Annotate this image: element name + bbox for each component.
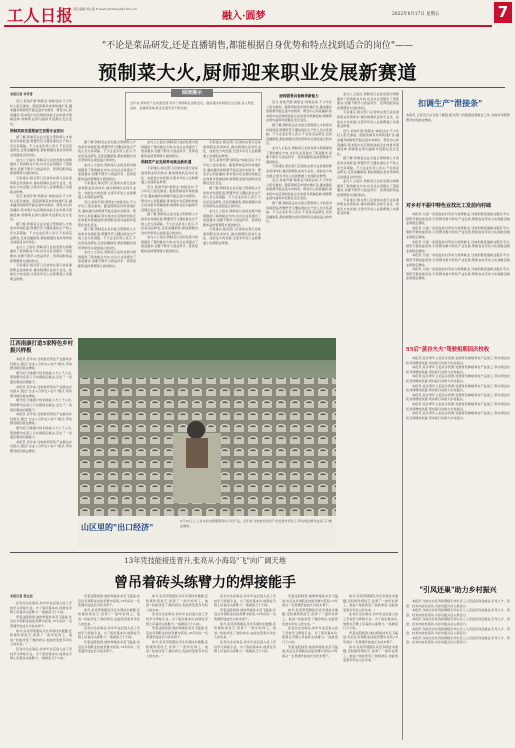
paragraph: 业内人士指出,预制菜行业的发展为厨师提供了新的就业方向,也对从业者提出了更高要求,需要不断学习食品科学、营养搭配和品控管理等方面的知识。 [78,250,136,269]
paragraph: 本报讯 近年来,当地依托特色产业推动乡村振兴,通过"企业+合作社+农户"模式,带动群众就近就业增收。 [10,439,72,453]
paragraph: 业内人士指出,预制菜行业的发展为厨师提供了新的就业方向,也对从业者提出了更高要求,需要不断学习食品科学、营养搭配和品控管理等方面的知识。 [337,92,399,110]
paragraph: 近日,某地开展"新职业"体验活动,不少年轻人报名参加。随着预制菜市场快速扩张,越来越多的厨师开始走进中央厨房、研发中心和直播间,原本集中在后厨的技能正在向更多领域延伸,厨师职业的内涵和外延都在发生变化。 [203,158,261,186]
bottom-kicker: 13年凭技能接连晋升,张亮从小海岛"飞"向广阔天地 [124,556,286,565]
paragraph: 本报讯 当地出台系列政策吸引外出务工人员返乡创业就业,引导人才、资金、技术向农村流动,为乡村振兴注入新活力。 [406,626,510,636]
paragraph: 近日,某地开展"新职业"体验活动,不少年轻人报名参加。随着预制菜市场快速扩张,越来越多的厨师开始走进中央厨房、研发中心和直播间,原本集中在后厨的技能正在向更多领域延伸,厨师职业的内涵和外延都在发生变化。 [266,100,332,123]
paragraph: 据了解,预制菜企业对复合型厨师人才的需求持续旺盛,既懂烹饪又懂标准化生产的人员尤其紧缺。不少企业负责人表示,不论是菜品研发,还是直播销售,都能根据自身优势和特点找到适合的岗位。 [141,212,198,235]
paragraph: 业内人士指出,预制菜行业的发展为厨师提供了新的就业方向,也对从业者提出了更高要求,需要不断学习食品科学、营养搭配和品控管理等方面的知识。 [203,208,261,227]
paragraph: 凭着这股韧劲,他的焊接技术突飞猛进,先后在多项职业技能竞赛中获奖,13年间从一名普通学徒成长为技术骨干。 [282,644,338,658]
paragraph: 本报讯 返乡青年立足家乡资源,发展特色种植和农产品加工,带动周边村民共同增收致富,用实际行动助力乡村振兴。 [406,365,510,374]
paragraph: 近日,某地开展"新职业"体验活动,不少年轻人报名参加。随着预制菜市场快速扩张,越来越多的厨师开始走进中央厨房、研发中心和直播间,原本集中在后厨的技能正在向更多领域延伸,厨师职业的内涵和外延都在发生变化。 [337,128,399,156]
paragraph: 张亮出生在海岛,初中毕业后进入技工学校学习焊接专业。为了练好基本功,他曾在手臂上吊着砖头练臂力,一练就是几个小时。 [282,626,338,644]
edition-info: 责任编辑:刘小燕 E-mail:grrbwujd@163.com [73,7,137,11]
paragraph: 专家建议,相关部门应加快完善行业标准和职业培训体系,推动厨师队伍向专业化、技能化方向发展,让更多年轻人在新赛道上实现职业梦想。 [337,110,399,129]
paragraph: 如今,张亮带领团队攻克多项技术难题,还积极传授技艺,培养了一批年轻焊工。他说:"技能改变了我的命运,也能改变更多年轻人的未来。" [282,607,338,626]
paragraph: 本报讯 当地出台系列政策吸引外出务工人员返乡创业就业,引导人才、资金、技术向农村流动,为乡村振兴注入新活力。 [406,599,510,608]
paragraph: 张亮出生在海岛,初中毕业后进入技工学校学习焊接专业。为了练好基本功,他曾在手臂上吊着砖头练臂力,一练就是几个小时。 [10,646,72,661]
paragraph: 如今,张亮带领团队攻克多项技术难题,还积极传授技艺,培养了一批年轻焊工。他说:"技能改变了我的命运,也能改变更多年轻人的未来。" [10,628,72,647]
paragraph: 专家建议,相关部门应加快完善行业标准和职业培训体系,推动厨师队伍向专业化、技能化方向发展,让更多年轻人在新赛道上实现职业梦想。 [203,227,261,246]
lead-column-2 [78,140,136,335]
left-story-body [10,357,72,537]
lead-headline: 预制菜大火,厨师迎来职业发展新赛道 [97,62,418,84]
paragraph: 张亮出生在海岛,初中毕业后进入技工学校学习焊接专业。为了练好基本功,他曾在手臂上吊着砖头练臂力,一练就是几个小时。 [10,601,72,615]
paragraph: 据了解,预制菜企业对复合型厨师人才的需求持续旺盛,既懂烹饪又懂标准化生产的人员尤其紧缺。不少企业负责人表示,不论是菜品研发,还是直播销售,都能根据自身优势和特点找到适合的岗位。 [266,201,332,224]
paragraph: 本报讯 返乡青年立足家乡资源,发展特色种植和农产品加工,带动周边村民共同增收致富,用实际行动助力乡村振兴。 [406,411,510,420]
paragraph: 如今,张亮带领团队攻克多项技术难题,还积极传授技艺,培养了一批年轻焊工。他说:"技能改变了我的命运,也能改变更多年轻人的未来。" [214,621,276,640]
paragraph: 专家建议,相关部门应加快完善行业标准和职业培训体系,推动厨师队伍向专业化、技能化方向发展,让更多年轻人在新赛道上实现职业梦想。 [141,166,198,185]
paragraph: 本报讯 为进一步促进农村劳动力转移就业,当地积极搭建就业服务平台,组织开展技能培训,引导群众参与特色产业发展,帮助农村劳动力实现就近就业和稳定增收。 [406,212,510,226]
paragraph: 凭着这股韧劲,他的焊接技术突飞猛进,先后在多项职业技能竞赛中获奖,13年间从一名普通学徒成长为技术骨干。 [10,614,72,628]
paragraph: 业内人士指出,预制菜行业的发展为厨师提供了新的就业方向,也对从业者提出了更高要求,需要不断学习食品科学、营养搭配和品控管理等方面的知识。 [10,157,72,176]
lead-column-4 [203,140,261,335]
right-column-divider [402,90,403,740]
story1-body [406,212,510,342]
paragraph: 专家建议,相关部门应加快完善行业标准和职业培训体系,推动厨师队伍向专业化、技能化方向发展,让更多年轻人在新赛道上实现职业梦想。 [337,197,399,216]
paragraph: 如今,张亮带领团队攻克多项技术难题,还积极传授技艺,培养了一批年轻焊工。他说:"技能改变了我的命运,也能改变更多年轻人的未来。" [343,644,398,663]
paragraph: 张亮出生在海岛,初中毕业后进入技工学校学习焊接专业。为了练好基本功,他曾在手臂上吊着砖头练臂力,一练就是几个小时。 [146,612,208,626]
paragraph: 如今,张亮带领团队攻克多项技术难题,还积极传授技艺,培养了一批年轻焊工。他说:"技能改变了我的命运,也能改变更多年轻人的未来。" [343,594,398,612]
paragraph: 本报讯 为进一步促进农村劳动力转移就业,当地积极搭建就业服务平台,组织开展技能培训,引导群众参与特色产业发展,帮助农村劳动力实现就近就业和稳定增收。 [406,267,510,281]
paragraph: 本报讯 为进一步促进农村劳动力转移就业,当地积极搭建就业服务平台,组织开展技能培训,引导群众参与特色产业发展,帮助农村劳动力实现就近就业和稳定增收。 [406,225,510,239]
section-heading: 预制菜产业发展带动就业新机遇 [141,160,192,165]
story3-title: "引凤还巢"助力乡村振兴 [419,585,497,594]
paragraph: 本报讯 为进一步促进农村劳动力转移就业,当地积极搭建就业服务平台,组织开展技能培训,引导群众参与特色产业发展,帮助农村劳动力实现就近就业和稳定增收。 [406,239,510,253]
paragraph: 据了解,预制菜企业对复合型厨师人才的需求持续旺盛,既懂烹饪又懂标准化生产的人员尤其紧缺。不少企业负责人表示,不论是菜品研发,还是直播销售,都能根据自身优势和特点找到适合的岗位。 [78,227,136,250]
paragraph: 专家建议,相关部门应加快完善行业标准和职业培训体系,推动厨师队伍向专业化、技能化方向发展,让更多年轻人在新赛道上实现职业梦想。 [10,263,72,281]
paragraph: 业内人士指出,预制菜行业的发展为厨师提供了新的就业方向,也对从业者提出了更高要求,需要不断学习食品科学、营养搭配和品控管理等方面的知识。 [10,244,72,263]
paragraph: 据介绍,当地累计培训技能人才上千人次,帮助群众在家门口实现稳定就业,走出了一条富民强村的新路子。 [10,398,72,412]
paragraph: 本报讯 近年来,当地依托特色产业推动乡村振兴,通过"企业+合作社+农户"模式,带动群众就近就业增收。 [10,412,72,426]
lead-subhead: "不论是菜品研发,还是直播销售,都能根据自身优势和特点找到适合的岗位"—— [101,41,413,51]
left-story-rule [10,338,72,339]
paragraph: 张亮出生在海岛,初中毕业后进入技工学校学习焊接专业。为了练好基本功,他曾在手臂上吊着砖头练臂力,一练就是几个小时。 [214,639,276,654]
section-heading: 预制菜研发需要厨艺更需专业知识 [10,128,64,133]
factory-photo [78,338,336,548]
paragraph: 本报讯 当地出台系列政策吸引外出务工人员返乡创业就业,引导人才、资金、技术向农村流动,为乡村振兴注入新活力。 [406,617,510,626]
paragraph: 本报讯 为进一步促进农村劳动力转移就业,当地积极搭建就业服务平台,组织开展技能培训,引导群众参与特色产业发展,帮助农村劳动力实现就近就业和稳定增收。 [406,253,510,267]
column-title: 融入·圆梦 [222,11,266,22]
paragraph: 张亮出生在海岛,初中毕业后进入技工学校学习焊接专业。为了练好基本功,他曾在手臂上吊着砖头练臂力,一练就是几个小时。 [343,612,398,631]
paragraph: 凭着这股韧劲,他的焊接技术突飞猛进,先后在多项职业技能竞赛中获奖,13年间从一名普通学徒成长为技术骨干。 [214,607,276,621]
brief-text: 本报讯 记者近日从当地了解到,相关部门持续推进稳就业工作,多措并举帮助群众实现就业增收。 [406,113,510,122]
bottom-byline: 本报记者 张玉洁 [10,594,33,598]
bottom-column-2 [78,594,140,741]
paragraph: 业内人士指出,预制菜行业的发展为厨师提供了新的就业方向,也对从业者提出了更高要求,需要不断学习食品科学、营养搭配和品控管理等方面的知识。 [266,145,332,164]
paragraph: 近日,某地开展"新职业"体验活动,不少年轻人报名参加。随着预制菜市场快速扩张,越来越多的厨师开始走进中央厨房、研发中心和直播间,原本集中在后厨的技能正在向更多领域延伸,厨师职业的内涵和外延都在发生变化。 [141,184,198,212]
photo-caption-title: 山区里的"出口经济" [81,522,154,532]
paragraph: 张亮出生在海岛,初中毕业后进入技工学校学习焊接专业。为了练好基本功,他曾在手臂上吊着砖头练臂力,一练就是几个小时。 [214,594,276,608]
paragraph: 近日,某地开展"新职业"体验活动,不少年轻人报名参加。随着预制菜市场快速扩张,越来越多的厨师开始走进中央厨房、研发中心和直播间,原本集中在后厨的技能正在向更多领域延伸,厨师职业的内涵和外延都在发生变化。 [266,178,332,201]
paragraph: 据了解,预制菜企业对复合型厨师人才的需求持续旺盛,既懂烹饪又懂标准化生产的人员尤其紧缺。不少企业负责人表示,不论是菜品研发,还是直播销售,都能根据自身优势和特点找到适合的岗位。 [78,140,136,163]
issue-date: 2022年6月17日 星期五 [392,12,440,17]
lead-column-1 [10,99,72,334]
paragraph: 凭着这股韧劲,他的焊接技术突飞猛进,先后在多项职业技能竞赛中获奖,13年间从一名普通学徒成长为技术骨干。 [282,594,338,608]
reading-tip-title: 阅读提示 [171,89,213,97]
paragraph: 如今,张亮带领团队攻克多项技术难题,还积极传授技艺,培养了一批年轻焊工。他说:"技能改变了我的命运,也能改变更多年轻人的未来。" [146,639,208,658]
paragraph: 近日,某地开展"新职业"体验活动,不少年轻人报名参加。随着预制菜市场快速扩张,越来越多的厨师开始走进中央厨房、研发中心和直播间,原本集中在后厨的技能正在向更多领域延伸,厨师职业的内涵和外延都在发生变化。 [10,194,72,222]
paragraph: 本报讯 当地出台系列政策吸引外出务工人员返乡创业就业,引导人才、资金、技术向农村流动,为乡村振兴注入新活力。 [406,635,510,645]
paragraph: 业内人士指出,预制菜行业的发展为厨师提供了新的就业方向,也对从业者提出了更高要求,需要不断学习食品科学、营养搭配和品控管理等方面的知识。 [141,140,198,158]
bottom-story-rule [10,552,398,553]
paragraph: 业内人士指出,预制菜行业的发展为厨师提供了新的就业方向,也对从业者提出了更高要求,需要不断学习食品科学、营养搭配和品控管理等方面的知识。 [337,179,399,198]
story1-title: 对乡村不振中特色业找比工发前向村础 [406,203,492,209]
lead-column-6 [337,92,399,335]
paragraph: 专家建议,相关部门应加快完善行业标准和职业培训体系,推动厨师队伍向专业化、技能化方向发展,让更多年轻人在新赛道上实现职业梦想。 [10,175,72,194]
paragraph: 凭着这股韧劲,他的焊接技术突飞猛进,先后在多项职业技能竞赛中获奖,13年间从一名普通学徒成长为技术骨干。 [146,626,208,640]
bottom-column-5 [282,594,338,741]
paragraph: 本报讯 近年来,当地依托特色产业推动乡村振兴,通过"企业+合作社+农户"模式,带动群众就近就业增收。 [10,384,72,398]
story3-body [406,599,510,741]
reading-tip-box [125,92,262,140]
lead-column-5 [266,92,332,335]
paragraph: 张亮出生在海岛,初中毕业后进入技工学校学习焊接专业。为了练好基本功,他曾在手臂上吊着砖头练臂力,一练就是几个小时。 [78,626,140,640]
paragraph: 业内人士指出,预制菜行业的发展为厨师提供了新的就业方向,也对从业者提出了更高要求,需要不断学习食品科学、营养搭配和品控管理等方面的知识。 [78,162,136,181]
lead-column-3 [141,140,198,335]
bottom-column-1 [10,601,72,741]
paragraph: 本报讯 当地出台系列政策吸引外出务工人员返乡创业就业,引导人才、资金、技术向农村流动,为乡村振兴注入新活力。 [406,608,510,617]
left-story-title: 江西南康打造5家特色乡村振兴样板 [10,341,74,354]
paragraph: 本报讯 返乡青年立足家乡资源,发展特色种植和农产品加工,带动周边村民共同增收致富,用实际行动助力乡村振兴。 [406,374,510,383]
bottom-column-6 [343,594,398,741]
masthead [0,0,515,28]
story2-title: 95后"蒸谷夫夫"驾驶相期因庆校收 [406,347,490,353]
paragraph: 凭着这股韧劲,他的焊接技术突飞猛进,先后在多项职业技能竞赛中获奖,13年间从一名普通学徒成长为技术骨干。 [78,639,140,654]
paragraph: 据了解,预制菜企业对复合型厨师人才的需求持续旺盛,既懂烹饪又懂标准化生产的人员尤其紧缺。不少企业负责人表示,不论是菜品研发,还是直播销售,都能根据自身优势和特点找到适合的岗位。 [203,185,261,209]
paragraph: 本报讯 返乡青年立足家乡资源,发展特色种植和农产品加工,带动周边村民共同增收致富,用实际行动助力乡村振兴。 [406,356,510,365]
paragraph: 本报讯 返乡青年立足家乡资源,发展特色种植和农产品加工,带动周边村民共同增收致富,用实际行动助力乡村振兴。 [406,401,510,411]
page-number: 7 [494,2,512,23]
paragraph: 据了解,预制菜企业对复合型厨师人才的需求持续旺盛,既懂烹饪又懂标准化生产的人员尤其紧缺。不少企业负责人表示,不论是菜品研发,还是直播销售,都能根据自身优势和特点找到适合的岗位。 [10,221,72,245]
paragraph: 专家建议,相关部门应加快完善行业标准和职业培训体系,推动厨师队伍向专业化、技能化方向发展,让更多年轻人在新赛道上实现职业梦想。 [203,140,261,158]
masthead-rule [4,25,492,27]
brief-title: 扣调生产"泄接条" [418,98,483,108]
paragraph: 如今,张亮带领团队攻克多项技术难题,还积极传授技艺,培养了一批年轻焊工。他说:"技能改变了我的命运,也能改变更多年轻人的未来。" [78,607,140,626]
paragraph: 专家建议,相关部门应加快完善行业标准和职业培训体系,推动厨师队伍向专业化、技能化方向发展,让更多年轻人在新赛道上实现职业梦想。 [266,164,332,178]
paragraph: 凭着这股韧劲,他的焊接技术突飞猛进,先后在多项职业技能竞赛中获奖,13年间从一名普通学徒成长为技术骨干。 [78,594,140,608]
reading-tip-text: 近年来,预制菜产业快速发展,带动了厨师职业的新变化。越来越多的厨师走出后厨,进入研发、品控、直播等领域,职业发展空间不断拓展。 [130,101,257,110]
paragraph: 据了解,预制菜企业对复合型厨师人才的需求持续旺盛,既懂烹饪又懂标准化生产的人员尤其紧缺。不少企业负责人表示,不论是菜品研发,还是直播销售,都能根据自身优势和特点找到适合的岗位。 [337,156,399,179]
bottom-column-4 [214,594,276,741]
paragraph: 近日,某地开展"新职业"体验活动,不少年轻人报名参加。随着预制菜市场快速扩张,越来越多的厨师开始走进中央厨房、研发中心和直播间,原本集中在后厨的技能正在向更多领域延伸,厨师职业的内涵和外延都在发生变化。 [10,99,72,126]
paragraph: 如今,张亮带领团队攻克多项技术难题,还积极传授技艺,培养了一批年轻焊工。他说:"技能改变了我的命运,也能改变更多年轻人的未来。" [146,594,208,612]
paragraph: 据了解,预制菜企业对复合型厨师人才的需求持续旺盛,既懂烹饪又懂标准化生产的人员尤其紧缺。不少企业负责人表示,不论是菜品研发,还是直播销售,都能根据自身优势和特点找到适合的岗位。 [266,122,332,146]
paragraph: 据了解,预制菜企业对复合型厨师人才的需求持续旺盛,既懂烹饪又懂标准化生产的人员尤其紧缺。不少企业负责人表示,不论是菜品研发,还是直播销售,都能根据自身优势和特点找到适合的岗位。 [10,134,72,157]
paragraph: 本报讯 近年来,当地依托特色产业推动乡村振兴,通过"企业+合作社+农户"模式,带动群众就近就业增收。 [10,357,72,371]
headline-divider [10,87,505,88]
paragraph: 近日,某地开展"新职业"体验活动,不少年轻人报名参加。随着预制菜市场快速扩张,越来越多的厨师开始走进中央厨房、研发中心和直播间,原本集中在后厨的技能正在向更多领域延伸,厨师职业的内涵和外延都在发生变化。 [78,199,136,227]
paragraph: 据介绍,当地累计培训技能人才上千人次,帮助群众在家门口实现稳定就业,走出了一条富民强村的新路子。 [10,370,72,384]
bottom-headline: 曾吊着砖头练臂力的焊接能手 [114,575,296,591]
paragraph: 本报讯 返乡青年立足家乡资源,发展特色种植和农产品加工,带动周边村民共同增收致富,用实际行动助力乡村振兴。 [406,392,510,402]
paragraph: 凭着这股韧劲,他的焊接技术突飞猛进,先后在多项职业技能竞赛中获奖,13年间从一名普通学徒成长为技术骨干。 [343,630,398,644]
paragraph: 专家建议,相关部门应加快完善行业标准和职业培训体系,推动厨师队伍向专业化、技能化方向发展,让更多年轻人在新赛道上实现职业梦想。 [78,181,136,200]
paragraph: 本报讯 返乡青年立足家乡资源,发展特色种植和农产品加工,带动周边村民共同增收致富,用实际行动助力乡村振兴。 [406,383,510,393]
factory-photo-image [78,338,336,548]
story2-body [406,356,510,551]
section-heading: 厨师需要具备跨界新能力 [279,94,319,98]
paragraph: 据介绍,当地累计培训技能人才上千人次,帮助群众在家门口实现稳定就业,走出了一条富民强村的新路子。 [10,425,72,440]
newspaper-logo: 工人日报 [7,6,74,25]
lead-byline: 本报记者 李丹青 [10,92,33,96]
bottom-column-3 [146,594,208,741]
photo-caption: 6月16日,工人在车间内整理即将出口的产品。近年来,当地依托特色产业发展外贸加工,带动周边群众在家门口就业增收。 [180,519,332,528]
paragraph: 业内人士指出,预制菜行业的发展为厨师提供了新的就业方向,也对从业者提出了更高要求,需要不断学习食品科学、营养搭配和品控管理等方面的知识。 [141,235,198,254]
